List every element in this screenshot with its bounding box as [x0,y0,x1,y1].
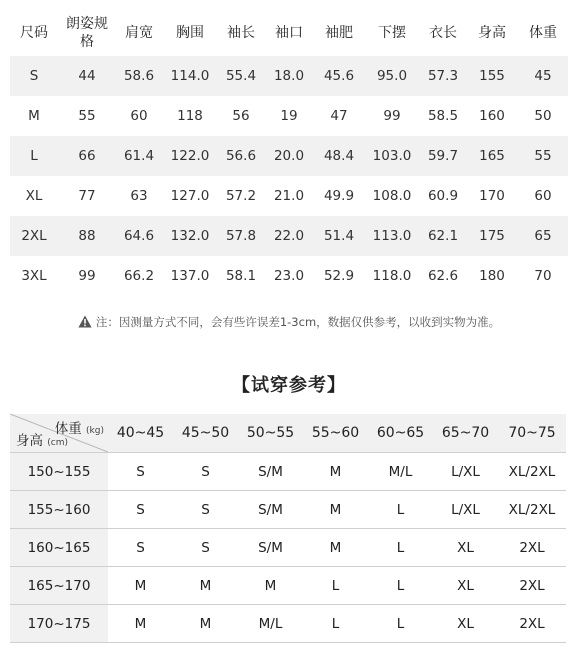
size-measurement-table [10,10,568,296]
header-sleeve-length: 袖长 [227,25,255,41]
size-cell: 175 [466,216,518,256]
size-cell: 103.0 [364,136,420,176]
size-cell: 60 [534,188,552,204]
size-cell: 165 [466,136,518,176]
size-cell: 66 [58,136,116,176]
size-row [10,136,568,176]
fit-size-cell: M [303,453,368,491]
size-cell: 64.6 [116,216,162,256]
weight-range-header: 55~60 [303,414,368,453]
size-cell: 44 [58,56,116,96]
size-cell: 108.0 [372,188,412,204]
size-cell: 180 [479,268,505,284]
size-cell: 99 [78,268,96,284]
fit-size-cell: L [368,605,433,643]
height-range-cell: 170~175 [10,605,108,643]
corner-height-text: 身高 [16,433,43,449]
size-cell: 118.0 [372,268,412,284]
height-range-cell: 150~155 [10,453,108,491]
size-cell: 60 [130,108,148,124]
fit-size-cell: L [303,605,368,643]
header-bicep: 袖肥 [325,25,353,41]
fit-size-cell: XL [433,605,498,643]
corner-weight-text: 体重 [54,421,82,437]
size-cell: 62.6 [427,268,459,284]
size-cell: 57.2 [225,188,257,204]
size-cell: 65 [518,216,568,256]
height-range-cell: 160~165 [10,529,108,567]
fit-row [10,529,566,567]
corner-height-label [16,429,68,449]
fit-size-cell: M [303,529,368,567]
fit-row [10,605,566,643]
size-cell: 160 [479,108,505,124]
weight-range-header: 40~45 [108,414,173,453]
size-cell: XL [25,188,43,204]
fit-row [10,491,566,529]
fit-size-cell: M [108,605,173,643]
height-range-cell: 155~160 [10,491,108,529]
fit-size-cell: 2XL [498,567,566,605]
fit-reference-table [10,414,566,643]
fit-size-cell: M [173,567,238,605]
size-cell: 55 [518,136,568,176]
size-cell: 114.0 [162,56,218,96]
size-cell: 63 [130,188,148,204]
fit-row [10,453,566,491]
size-cell: 55.4 [218,56,264,96]
weight-range-header: 65~70 [433,414,498,453]
header-hem: 下摆 [378,25,406,41]
fit-size-cell: S [108,529,173,567]
fit-size-cell: XL/2XL [498,453,566,491]
size-cell: 95.0 [364,56,420,96]
size-cell: 45.6 [314,56,364,96]
fit-size-cell: S/M [238,453,303,491]
size-cell: S [10,56,58,96]
note-text: 注：因测量方式不同，会有些许误差1-3cm，数据仅供参考，以收到实物为准。 [95,315,501,329]
size-row [10,256,568,296]
size-cell: 58.1 [225,268,257,284]
size-cell: 155 [466,56,518,96]
fit-size-cell: S [108,491,173,529]
fit-size-cell: S [173,491,238,529]
size-cell: 21.0 [273,188,305,204]
size-cell: 60.9 [427,188,459,204]
size-cell: 52.9 [323,268,355,284]
size-cell: L [10,136,58,176]
fit-size-cell: S [173,453,238,491]
size-cell: 45 [518,56,568,96]
size-cell: 99 [383,108,401,124]
fit-size-cell: L [303,567,368,605]
fit-size-cell: M [238,567,303,605]
size-cell: 19 [280,108,298,124]
size-cell: 122.0 [162,136,218,176]
fit-size-cell: L [368,529,433,567]
size-cell: 61.4 [116,136,162,176]
header-chest: 胸围 [176,25,204,41]
weight-range-header: 60~65 [368,414,433,453]
size-cell: 56 [232,108,250,124]
weight-range-header: 50~55 [238,414,303,453]
size-cell: M [28,108,40,124]
size-cell: 132.0 [162,216,218,256]
size-cell: 50 [534,108,552,124]
fit-row [10,567,566,605]
header-shoulder: 肩宽 [125,25,153,41]
fit-size-cell: M [173,605,238,643]
header-weight: 体重 [529,25,557,41]
header-size: 尺码 [20,25,48,41]
size-cell: 55 [78,108,96,124]
size-cell: 51.4 [314,216,364,256]
header-spec-label: 朗姿规格 [66,16,108,50]
size-cell: 137.0 [170,268,210,284]
fit-size-cell: XL [433,567,498,605]
size-row [10,216,568,256]
size-cell: 70 [534,268,552,284]
size-cell: 47 [330,108,348,124]
header-spec [58,10,116,56]
size-cell: 113.0 [364,216,420,256]
fit-size-cell: S/M [238,491,303,529]
fit-size-cell: L [368,567,433,605]
fit-size-cell: XL [433,529,498,567]
fit-size-cell: XL/2XL [498,491,566,529]
fit-size-cell: M [303,491,368,529]
size-cell: 48.4 [314,136,364,176]
size-cell: 58.5 [427,108,459,124]
height-range-cell: 165~170 [10,567,108,605]
size-cell: 118 [177,108,203,124]
size-table-header-row [10,10,568,56]
fit-size-cell: M/L [238,605,303,643]
fit-size-cell: M/L [368,453,433,491]
fit-size-cell: L/XL [433,453,498,491]
size-cell: 62.1 [420,216,466,256]
fit-size-cell: 2XL [498,529,566,567]
size-cell: 3XL [21,268,47,284]
fit-size-cell: 2XL [498,605,566,643]
size-cell: 18.0 [264,56,314,96]
fit-corner-cell [10,414,108,453]
fit-header-row [10,414,566,453]
size-cell: 170 [479,188,505,204]
size-cell: 2XL [10,216,58,256]
size-cell: 20.0 [264,136,314,176]
size-cell: 49.9 [323,188,355,204]
fit-size-cell: L/XL [433,491,498,529]
size-cell: 57.8 [218,216,264,256]
corner-height-unit: (cm) [47,438,69,448]
header-height: 身高 [478,25,506,41]
size-cell: 66.2 [123,268,155,284]
header-cuff: 袖口 [275,25,303,41]
corner-weight-unit: (kg) [86,426,104,436]
warning-icon [78,315,92,328]
size-cell: 56.6 [218,136,264,176]
fit-size-cell: S [173,529,238,567]
weight-range-header: 45~50 [173,414,238,453]
fit-size-cell: S [108,453,173,491]
measurement-note [0,314,578,330]
size-cell: 77 [78,188,96,204]
fit-size-cell: L [368,491,433,529]
size-cell: 58.6 [116,56,162,96]
size-cell: 88 [58,216,116,256]
size-cell: 127.0 [170,188,210,204]
size-cell: 22.0 [264,216,314,256]
size-row [10,56,568,96]
size-cell: 59.7 [420,136,466,176]
weight-range-header: 70~75 [498,414,566,453]
size-row [10,96,568,136]
fit-size-cell: M [108,567,173,605]
fit-size-cell: S/M [238,529,303,567]
fit-reference-title: 【试穿参考】 [232,375,346,396]
size-cell: 23.0 [273,268,305,284]
header-length: 衣长 [429,25,457,41]
size-cell: 57.3 [420,56,466,96]
size-row [10,176,568,216]
